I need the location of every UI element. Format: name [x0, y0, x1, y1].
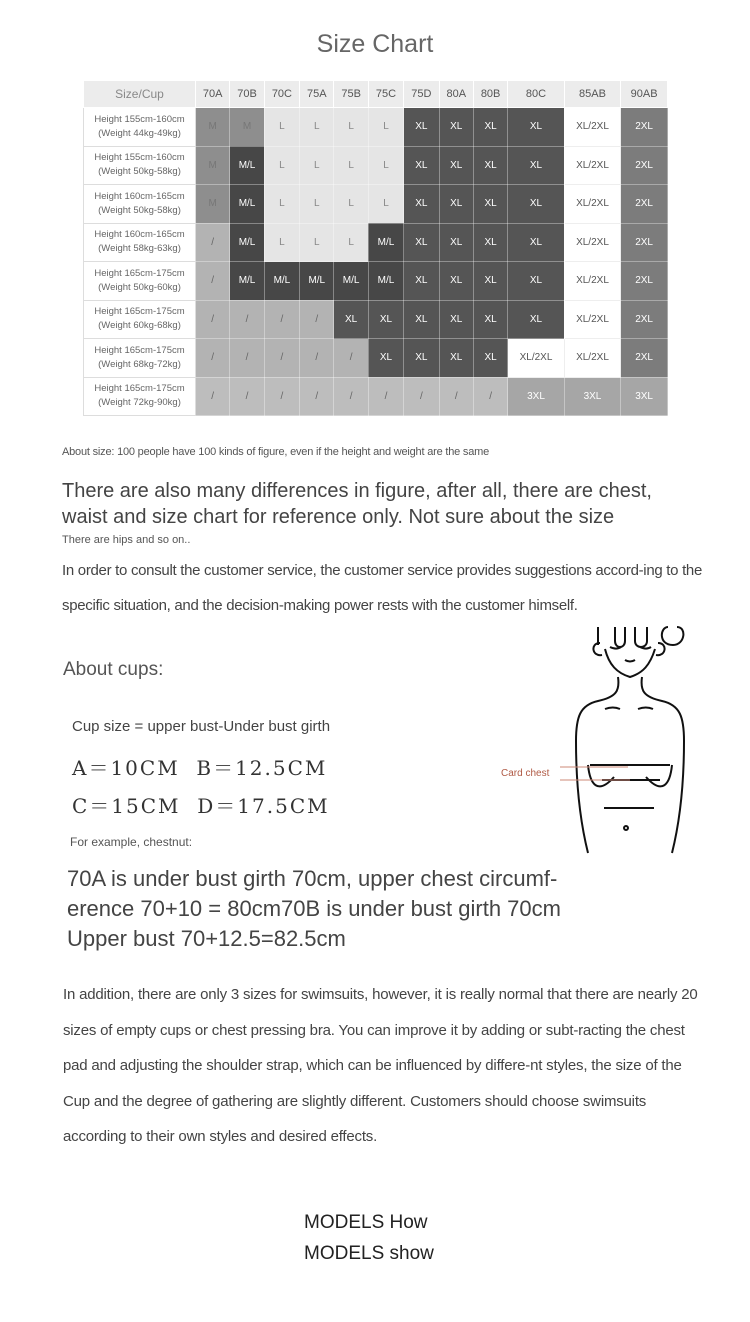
size-cell: M/L — [230, 223, 264, 262]
size-cell: 2XL — [621, 262, 668, 301]
row-weight: (Weight 68kg-72kg) — [98, 358, 181, 370]
size-cell: XL/2XL — [564, 185, 620, 224]
size-cell: / — [439, 377, 473, 416]
size-cell: / — [368, 377, 403, 416]
row-label — [84, 300, 196, 339]
size-cell: XL — [368, 339, 403, 378]
size-cell: L — [300, 108, 334, 147]
size-cell: XL — [439, 300, 473, 339]
size-cell: M/L — [300, 262, 334, 301]
size-cell: / — [300, 377, 334, 416]
size-cell: M — [230, 108, 264, 147]
size-cell: M — [196, 108, 230, 147]
hips-text: There are hips and so on.. — [62, 534, 191, 546]
size-cell: XL — [508, 108, 564, 147]
size-cell: XL — [404, 262, 439, 301]
row-label — [84, 377, 196, 416]
size-cell: 2XL — [621, 223, 668, 262]
size-cell: 2XL — [621, 185, 668, 224]
size-cell: L — [334, 185, 368, 224]
size-cell: L — [334, 108, 368, 147]
column-header: 85AB — [564, 81, 620, 108]
size-cell: / — [404, 377, 439, 416]
consult-text: In order to consult the customer service, the customer service provides suggestions accord-ing to the specific situation, and the decision-making power rests with the customer himself. — [62, 562, 703, 614]
column-header: 80B — [473, 81, 507, 108]
size-cell: M/L — [230, 146, 264, 185]
row-label — [84, 146, 196, 185]
size-cell: L — [300, 223, 334, 262]
models-line-1: MODELS How — [304, 1212, 428, 1233]
size-cell: XL — [473, 223, 507, 262]
size-cell: XL — [508, 223, 564, 262]
size-cell: XL — [404, 300, 439, 339]
size-cell: / — [334, 377, 368, 416]
size-cell: L — [334, 146, 368, 185]
row-height: Height 165cm-175cm — [94, 306, 185, 318]
example-line-2: erence 70+10 = 80cm70B — [67, 896, 321, 921]
table-row — [84, 108, 668, 147]
row-height: Height 165cm-175cm — [94, 267, 185, 279]
row-weight: (Weight 72kg-90kg) — [98, 397, 181, 409]
size-cell: M — [196, 146, 230, 185]
row-height: Height 165cm-175cm — [94, 344, 185, 356]
column-header: 75C — [368, 81, 403, 108]
size-cell: XL — [508, 300, 564, 339]
size-cell: / — [230, 377, 264, 416]
size-cell: / — [230, 300, 264, 339]
row-height: Height 155cm-160cm — [94, 113, 185, 125]
card-chest-label: Card chest — [501, 768, 550, 779]
size-cell: XL — [439, 146, 473, 185]
column-header: 70B — [230, 81, 264, 108]
table-header-row — [84, 81, 668, 108]
size-cell: M/L — [264, 262, 299, 301]
swimsuits-text: In addition, there are only 3 sizes for swimsuits, however, it is really normal that there are nearly 20 sizes of empty cups or chest pressing bra. You can improve it by adding or subt-racting the chest pad and adjusting the shoulder strap, which can be influenced by differe-nt styles, the size of the Cup and the degree of gathering are slightly different. Customers should choose swimsuits according to their own styles and desired effects. — [63, 986, 698, 1145]
row-weight: (Weight 44kg-49kg) — [98, 127, 181, 139]
size-cell: L — [264, 223, 299, 262]
row-weight: (Weight 50kg-58kg) — [98, 204, 181, 216]
size-cell: XL — [508, 146, 564, 185]
column-header: 75A — [300, 81, 334, 108]
column-header: 70A — [196, 81, 230, 108]
size-cell: M/L — [230, 185, 264, 224]
size-cell: L — [300, 185, 334, 224]
table-row — [84, 223, 668, 262]
size-cell: 3XL — [621, 377, 668, 416]
size-cell: XL — [404, 339, 439, 378]
table-row — [84, 185, 668, 224]
size-cell: XL — [439, 223, 473, 262]
size-cell: L — [264, 185, 299, 224]
example-overlap-a: is under bust girth 70cm — [326, 896, 561, 921]
size-cell: 2XL — [621, 146, 668, 185]
size-cell: L — [264, 146, 299, 185]
page-title: Size Chart — [316, 30, 434, 58]
size-cell: L — [334, 223, 368, 262]
size-cell: M — [196, 185, 230, 224]
example-label: For example, chestnut: — [70, 835, 193, 849]
column-header: 70C — [264, 81, 299, 108]
size-cell: XL/2XL — [564, 223, 620, 262]
size-cell: XL — [404, 223, 439, 262]
size-cell: M/L — [334, 262, 368, 301]
differences-text: There are also many differences in figure, after all, there are chest, waist and size chart for reference only. Not sure about the size — [62, 480, 652, 528]
size-cell: L — [368, 146, 403, 185]
size-cell: / — [334, 339, 368, 378]
about-size-text: About size: 100 people have 100 kinds of figure, even if the height and weight are the same — [62, 446, 489, 458]
row-weight: (Weight 50kg-60kg) — [98, 281, 181, 293]
size-cell: XL/2XL — [564, 300, 620, 339]
table-row — [84, 146, 668, 185]
size-cell: XL — [473, 339, 507, 378]
size-cell: / — [196, 223, 230, 262]
size-chart-table — [83, 80, 668, 416]
size-cell: / — [300, 339, 334, 378]
size-cell: / — [196, 339, 230, 378]
size-cell: M/L — [368, 262, 403, 301]
size-cell: XL/2XL — [564, 108, 620, 147]
size-cell: / — [264, 377, 299, 416]
size-cell: XL — [439, 339, 473, 378]
size-cell: 2XL — [621, 339, 668, 378]
size-cell: XL — [473, 185, 507, 224]
size-cell: XL — [439, 185, 473, 224]
size-cell: M/L — [230, 262, 264, 301]
size-cell: XL — [508, 185, 564, 224]
size-cell: / — [196, 262, 230, 301]
example-line-2-row — [67, 896, 561, 922]
column-header: 80A — [439, 81, 473, 108]
row-height: Height 160cm-165cm — [94, 190, 185, 202]
size-cell: M/L — [368, 223, 403, 262]
size-cell: XL — [508, 262, 564, 301]
row-label — [84, 262, 196, 301]
row-weight: (Weight 58kg-63kg) — [98, 243, 181, 255]
row-label — [84, 108, 196, 147]
size-cell: XL/2XL — [564, 339, 620, 378]
cup-cd: C＝15CM D＝17.5CM — [72, 794, 330, 818]
models-line-2: MODELS show — [304, 1243, 434, 1264]
about-cups-heading: About cups: — [63, 659, 164, 680]
row-label — [84, 185, 196, 224]
size-cell: XL — [473, 300, 507, 339]
table-row — [84, 339, 668, 378]
row-weight: (Weight 60kg-68kg) — [98, 320, 181, 332]
row-label — [84, 223, 196, 262]
column-header: 90AB — [621, 81, 668, 108]
size-cell: XL — [404, 108, 439, 147]
size-cell: XL — [439, 108, 473, 147]
size-cell: L — [300, 146, 334, 185]
size-cell: / — [264, 300, 299, 339]
column-header: 80C — [508, 81, 564, 108]
size-cell: XL — [473, 108, 507, 147]
table-row — [84, 300, 668, 339]
size-cell: XL/2XL — [564, 146, 620, 185]
size-cell: / — [264, 339, 299, 378]
column-header: 75B — [334, 81, 368, 108]
example-line-1: 70A is under bust girth 70cm, upper chest circumf- — [67, 866, 558, 891]
size-cell: XL — [334, 300, 368, 339]
column-header: Size/Cup — [84, 81, 196, 108]
row-height: Height 155cm-160cm — [94, 152, 185, 164]
size-cell: XL — [368, 300, 403, 339]
size-cell: L — [264, 108, 299, 147]
table-row — [84, 262, 668, 301]
example-overlap-b: Upper bust 70+12.5=82.5cm — [67, 926, 346, 951]
cup-ab: A＝10CM B＝12.5CM — [72, 756, 328, 780]
size-cell: L — [368, 108, 403, 147]
size-cell: / — [230, 339, 264, 378]
size-cell: XL — [473, 146, 507, 185]
size-cell: 3XL — [508, 377, 564, 416]
size-cell: XL — [404, 185, 439, 224]
size-cell: XL — [473, 262, 507, 301]
size-cell: 2XL — [621, 300, 668, 339]
size-cell: 2XL — [621, 108, 668, 147]
row-height: Height 160cm-165cm — [94, 229, 185, 241]
size-cell: XL — [404, 146, 439, 185]
row-height: Height 165cm-175cm — [94, 383, 185, 395]
size-cell: / — [196, 377, 230, 416]
size-cell: L — [368, 185, 403, 224]
row-weight: (Weight 50kg-58kg) — [98, 166, 181, 178]
body-measurement-illustration — [480, 615, 720, 865]
column-header: 75D — [404, 81, 439, 108]
size-cell: XL — [439, 262, 473, 301]
size-cell: XL/2XL — [564, 262, 620, 301]
size-cell: / — [196, 300, 230, 339]
table-row — [84, 377, 668, 416]
size-cell: XL/2XL — [508, 339, 564, 378]
size-cell: / — [473, 377, 507, 416]
size-cell: / — [300, 300, 334, 339]
row-label — [84, 339, 196, 378]
cup-formula: Cup size = upper bust-Under bust girth — [72, 718, 331, 735]
size-cell: 3XL — [564, 377, 620, 416]
